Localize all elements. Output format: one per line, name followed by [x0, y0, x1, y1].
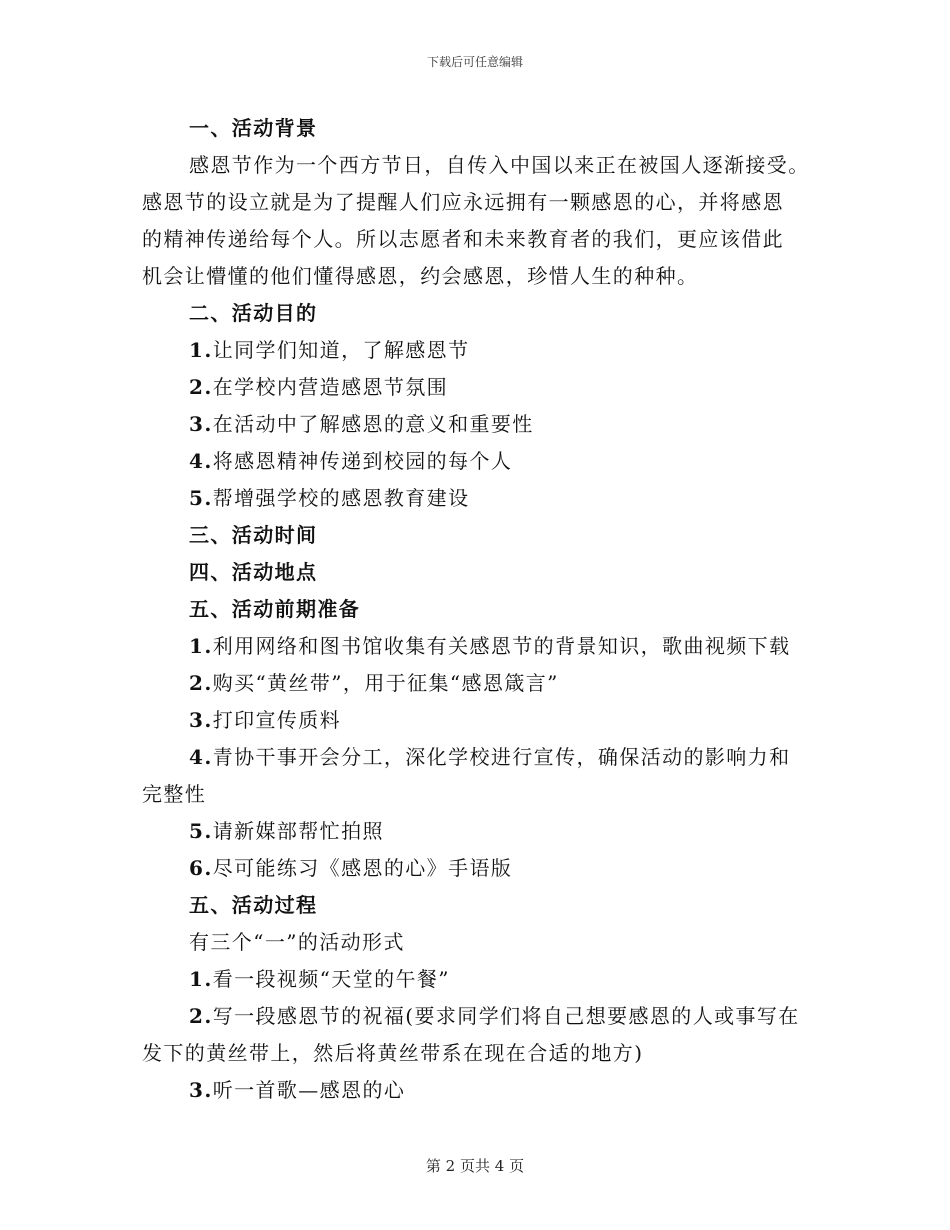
section-heading-process: 五、活动过程	[189, 893, 318, 917]
list-number: 5.	[189, 819, 213, 843]
list-number: 4.	[189, 449, 213, 473]
list-item	[142, 813, 812, 850]
list-text: 听一首歌—感恩的心	[212, 1078, 406, 1102]
section-heading-location: 四、活动地点	[189, 560, 318, 584]
list-number: 3.	[189, 708, 213, 732]
section-heading-preparation: 五、活动前期准备	[189, 597, 361, 621]
list-item	[142, 702, 812, 739]
list-text: 将感恩精神传递到校园的每个人	[212, 449, 513, 473]
list-item	[142, 739, 812, 776]
list-item	[142, 369, 812, 406]
list-item	[142, 628, 812, 665]
list-number: 1.	[189, 338, 213, 362]
list-item	[142, 332, 812, 369]
list-item	[142, 665, 812, 702]
list-number: 1.	[189, 967, 213, 991]
list-text: 尽可能练习《感恩的心》手语版	[212, 856, 513, 880]
list-text: 让同学们知道，了解感恩节	[212, 338, 470, 362]
list-number: 2.	[189, 1004, 213, 1028]
list-number: 2.	[189, 375, 213, 399]
paragraph-line: 有三个“一”的活动形式	[189, 930, 405, 954]
list-item	[142, 480, 812, 517]
list-number: 3.	[189, 1078, 213, 1102]
section-heading-purpose: 二、活动目的	[189, 301, 318, 325]
list-text: 帮增强学校的感恩教育建设	[212, 486, 470, 510]
list-item	[142, 961, 812, 998]
list-text: 写一段感恩节的祝福(要求同学们将自己想要感恩的人或事写在	[212, 1004, 800, 1028]
paragraph-line: 机会让懵懂的他们懂得感恩，约会感恩，珍惜人生的种种。	[142, 264, 699, 288]
list-number: 6.	[189, 856, 213, 880]
list-number: 2.	[189, 671, 213, 695]
list-number: 5.	[189, 486, 213, 510]
list-text: 在学校内营造感恩节氛围	[212, 375, 449, 399]
list-text: 打印宣传质料	[212, 708, 342, 732]
list-item	[142, 850, 812, 887]
list-number: 3.	[189, 412, 213, 436]
list-text: 购买“黄丝带”，用于征集“感恩箴言”	[212, 671, 559, 695]
section-heading-background: 一、活动背景	[189, 116, 318, 140]
list-number: 1.	[189, 634, 213, 658]
paragraph-line: 感恩节作为一个西方节日，自传入中国以来正在被国人逐渐接受。	[189, 153, 810, 177]
paragraph-line: 感恩节的设立就是为了提醒人们应永远拥有一颗感恩的心，并将感恩	[142, 190, 784, 214]
list-item	[142, 1072, 812, 1109]
list-number: 4.	[189, 745, 213, 769]
list-item-continuation: 完整性	[142, 782, 207, 806]
page-header: 下载后可任意编辑	[426, 55, 523, 69]
list-text: 利用网络和图书馆收集有关感恩节的背景知识，歌曲视频下载	[212, 634, 791, 658]
paragraph-line: 的精神传递给每个人。所以志愿者和未来教育者的我们，更应该借此	[142, 227, 784, 251]
page-footer: 第 2 页共 4 页	[425, 1157, 525, 1175]
list-text: 在活动中了解感恩的意义和重要性	[212, 412, 534, 436]
list-text: 看一段视频“天堂的午餐”	[212, 967, 450, 991]
list-item	[142, 443, 812, 480]
list-text: 请新媒部帮忙拍照	[212, 819, 384, 843]
document-body	[142, 110, 812, 1109]
list-text: 青协干事开会分工，深化学校进行宣传，确保活动的影响力和	[212, 745, 791, 769]
list-item	[142, 998, 812, 1035]
list-item	[142, 406, 812, 443]
section-heading-time: 三、活动时间	[189, 523, 318, 547]
list-item-continuation: 发下的黄丝带上，然后将黄丝带系在现在合适的地方)	[142, 1041, 644, 1065]
